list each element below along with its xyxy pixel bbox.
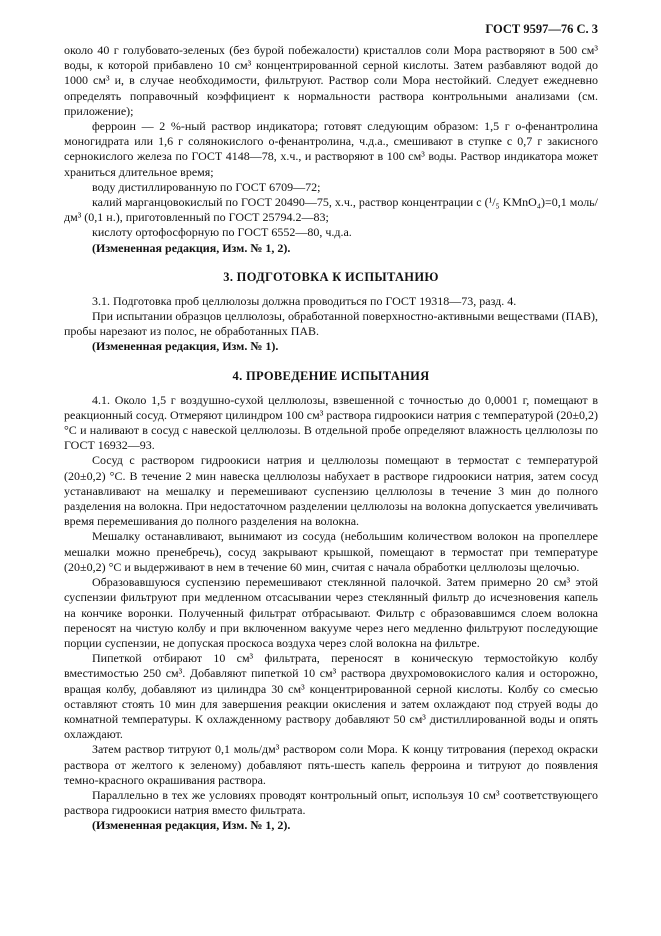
paragraph: Сосуд с раствором гидроокиси натрия и целлюлозы помещают в термостат с температурой (20±0,2) °С. В течение 2 мин навеска целлюлозы набухает в растворе гидроокиси натрия, затем сосуд устанавливают на мешалку и перемешивают суспензию целлюлозы в течение 3 мин до полного разделения на волокна. При недостаточном разделении целлюлозы на волокна допускается увеличивать время перемешивания до полного разделения на волокна. xyxy=(64,453,598,529)
paragraph: Параллельно в тех же условиях проводят контрольный опыт, используя 10 см³ соответствующего раствора гидроокиси натрия вместо фильтрата. xyxy=(64,787,598,818)
paragraph: 4.1. Около 1,5 г воздушно-сухой целлюлозы, взвешенной с точностью до 0,0001 г, помещают в реакционный сосуд. Отмеряют цилиндром 100 см³ раствора гидроокиси натрия с температурой (20±0,2) °С и наливают в сосуд с навеской целлюлозы. В отдельной пробе определяют влажность целлюлозы по ГОСТ 16932—93. xyxy=(64,392,598,453)
amendment-note: (Измененная редакция, Изм. № 1). xyxy=(92,339,279,354)
section-3-title: 3. ПОДГОТОВКА К ИСПЫТАНИЮ xyxy=(223,269,439,284)
paragraph: Затем раствор титруют 0,1 моль/дм³ раствором соли Мора. К концу титрования (переход окраски раствора от желтого к зеленому) добавляют пять-шесть капель ферроина и титруют до появления темно-красного окрашивания раствора. xyxy=(64,742,598,787)
paragraph: воду дистиллированную по ГОСТ 6709—72; xyxy=(92,179,321,194)
amendment-note: (Измененная редакция, Изм. № 1, 2). xyxy=(92,818,291,833)
paragraph: около 40 г голубовато-зеленых (без бурой побежалости) кристаллов соли Мора растворяют в 500 см³ воды, к которой прибавлено 10 см³ концентрированной серной кислоты. Затем разбавляют водой до 1000 см³ и, в случае необходимости, фильтруют. Раствор соли Мора нестойкий. Следует ежедневно определять поправочный коэффициент к нормальности раствора контрольными анализами (см. приложение); xyxy=(64,43,598,118)
paragraph: калий марганцовокислый по ГОСТ 20490—75, х.ч., раствор концентрации с (¹/₅ KMnO₄)=0,1 моль/дм³ (0,1 н.), приготовленный по ГОСТ 25794.2—83; xyxy=(64,195,598,225)
paragraph: Мешалку останавливают, вынимают из сосуда (небольшим количеством волокон на пропеллере мешалки можно пренебречь), сосуд закрывают крышкой, помещают в термостат при температуре (20±0,2) °С и выдерживают в нем в течение 60 мин, считая с начала обработки целлюлозы щелочью. xyxy=(64,529,598,574)
section-4-title: 4. ПРОВЕДЕНИЕ ИСПЫТАНИЯ xyxy=(232,368,430,383)
paragraph: При испытании образцов целлюлозы, обработанной поверхностно-активными веществами (ПАВ), пробы нарезают из полос, не обработанных ПАВ. xyxy=(64,309,598,339)
paragraph: 3.1. Подготовка проб целлюлозы должна проводиться по ГОСТ 19318—73, разд. 4. xyxy=(92,293,517,308)
paragraph: кислоту ортофосфорную по ГОСТ 6552—80, ч.д.а. xyxy=(92,225,352,240)
page-header: ГОСТ 9597—76 С. 3 xyxy=(485,22,598,36)
amendment-note: (Измененная редакция, Изм. № 1, 2). xyxy=(92,240,291,255)
document-page xyxy=(64,22,598,834)
paragraph: Образовавшуюся суспензию перемешивают стеклянной палочкой. Затем примерно 20 см³ этой суспензии фильтруют при медленном отсасывании через стеклянный фильтр до исчезновения капель на кончике воронки. Полученный фильтрат отбрасывают. Фильтр с образовавшимся слоем волокна переносят на чистую колбу и при включенном вакууме через него медленно фильтруют последующие порции суспензии, не допуская проскоса воздуха через слой волокна на фильтре. xyxy=(64,575,598,650)
paragraph: Пипеткой отбирают 10 см³ фильтрата, переносят в коническую термостойкую колбу вместимостью 250 см³. Добавляют пипеткой 10 см³ раствора двухромовокислого калия и осторожно, вращая колбу, добавляют из цилиндра 30 см³ концентрированной серной кислоты. Колбу со смесью оставляют стоять 10 мин для завершения реакции окисления и затем охлаждают под струей воды до комнатной температуры. К охлажденному раствору добавляют 50 см³ дистиллированной воды и опять охлаждают. xyxy=(64,651,598,742)
paragraph: ферроин — 2 %-ный раствор индикатора; готовят следующим образом: 1,5 г о-фенантролина моногидрата или 1,6 г солянокислого о-фенантролина, ч.д.а., смешивают в ступке с 0,7 г закисного сернокислого железа по ГОСТ 4148—78, х.ч., и растворяют в 100 см³ воды. Раствор индикатора может храниться длительное время; xyxy=(64,119,598,179)
